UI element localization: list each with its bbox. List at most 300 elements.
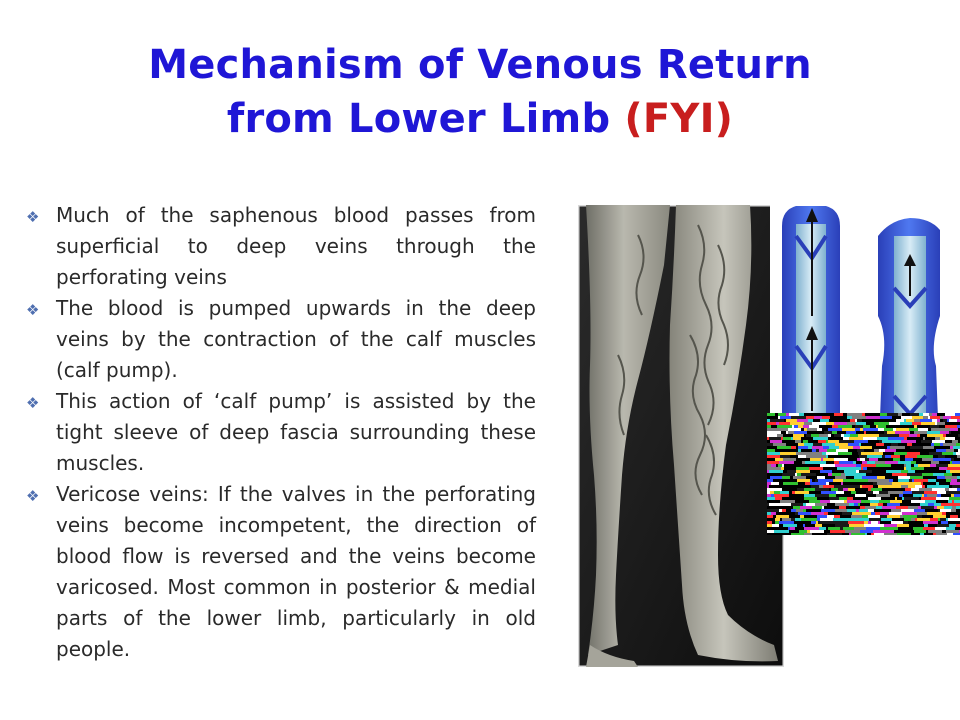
glitch-segment xyxy=(899,494,903,497)
glitch-segment xyxy=(954,458,960,461)
glitch-segment xyxy=(789,494,804,497)
glitch-segment xyxy=(952,440,958,443)
glitch-segment xyxy=(767,518,775,521)
glitch-segment xyxy=(794,521,796,524)
glitch-segment xyxy=(916,449,929,452)
glitch-segment xyxy=(909,434,917,437)
glitch-segment xyxy=(823,446,829,449)
glitch-segment xyxy=(927,494,937,497)
glitch-segment xyxy=(833,518,843,521)
glitch-segment xyxy=(871,521,878,524)
glitch-segment xyxy=(874,431,884,434)
glitch-segment xyxy=(816,431,824,434)
glitch-segment xyxy=(891,464,904,467)
glitch-segment xyxy=(797,488,804,491)
glitch-segment xyxy=(780,452,793,455)
glitch-segment xyxy=(803,440,808,443)
glitch-segment xyxy=(780,506,793,509)
glitch-segment xyxy=(819,449,827,452)
glitch-segment xyxy=(874,533,884,535)
glitch-segment xyxy=(923,437,925,440)
glitch-segment xyxy=(767,527,776,530)
glitch-segment xyxy=(895,497,897,500)
glitch-segment xyxy=(767,449,775,452)
glitch-segment xyxy=(842,419,850,422)
glitch-segment xyxy=(791,533,804,535)
glitch-segment xyxy=(875,524,884,527)
glitch-segment xyxy=(923,476,937,479)
glitch-segment xyxy=(955,455,957,458)
glitch-segment xyxy=(884,524,897,527)
glitch-segment xyxy=(905,488,911,491)
glitch-segment xyxy=(889,479,893,482)
glitch-segment xyxy=(931,461,939,464)
glitch-segment xyxy=(780,518,782,521)
glitch-segment xyxy=(860,503,870,506)
glitch-segment xyxy=(933,455,938,458)
glitch-segment xyxy=(847,509,856,512)
glitch-segment xyxy=(777,434,783,437)
glitch-segment xyxy=(946,470,950,473)
glitch-segment xyxy=(946,530,959,533)
glitch-segment xyxy=(951,479,957,482)
glitch-segment xyxy=(775,521,779,524)
glitch-segment xyxy=(855,419,857,422)
glitch-segment xyxy=(935,422,937,425)
glitch-segment xyxy=(912,416,923,419)
glitch-segment xyxy=(956,509,960,512)
glitch-segment xyxy=(793,452,796,455)
glitch-segment xyxy=(855,494,866,497)
glitch-segment xyxy=(792,425,794,428)
glitch-segment xyxy=(863,428,878,431)
glitch-segment xyxy=(900,515,903,518)
glitch-segment xyxy=(864,449,874,452)
glitch-segment xyxy=(798,443,804,446)
glitch-segment xyxy=(811,485,819,488)
glitch-segment xyxy=(820,419,829,422)
glitch-segment xyxy=(814,455,826,458)
glitch-segment xyxy=(788,527,790,530)
glitch-segment xyxy=(834,458,848,461)
glitch-segment xyxy=(852,416,866,419)
glitch-segment xyxy=(810,479,812,482)
glitch-segment xyxy=(891,509,901,512)
glitch-segment xyxy=(911,461,916,464)
glitch-segment xyxy=(832,431,837,434)
glitch-segment xyxy=(815,413,823,416)
glitch-segment xyxy=(898,461,911,464)
glitch-segment xyxy=(770,416,778,419)
glitch-segment xyxy=(796,470,810,473)
glitch-segment xyxy=(890,446,905,449)
glitch-segment xyxy=(946,449,954,452)
glitch-segment xyxy=(885,461,898,464)
glitch-segment xyxy=(898,443,903,446)
glitch-segment xyxy=(877,437,884,440)
glitch-segment xyxy=(849,437,863,440)
glitch-segment xyxy=(777,506,780,509)
glitch-segment xyxy=(875,419,879,422)
glitch-segment xyxy=(782,497,789,500)
glitch-segment xyxy=(767,416,770,419)
glitch-segment xyxy=(887,503,900,506)
glitch-segment xyxy=(902,413,910,416)
glitch-segment xyxy=(809,464,820,467)
glitch-segment xyxy=(809,500,820,503)
glitch-segment xyxy=(843,413,847,416)
glitch-segment xyxy=(901,509,914,512)
glitch-segment xyxy=(866,473,881,476)
bullet-item xyxy=(22,200,536,293)
glitch-segment xyxy=(828,512,842,515)
glitch-segment xyxy=(894,452,907,455)
glitch-segment xyxy=(876,506,882,509)
glitch-segment xyxy=(883,503,887,506)
glitch-segment xyxy=(806,476,817,479)
glitch-segment xyxy=(767,521,772,524)
glitch-segment xyxy=(767,524,772,527)
glitch-segment xyxy=(951,494,954,497)
glitch-segment xyxy=(897,497,902,500)
glitch-segment xyxy=(934,491,937,494)
glitch-segment xyxy=(804,488,815,491)
glitch-segment xyxy=(948,500,952,503)
glitch-segment xyxy=(858,503,860,506)
glitch-segment xyxy=(848,449,854,452)
glitch-segment xyxy=(857,419,862,422)
glitch-segment xyxy=(767,503,769,506)
glitch-segment xyxy=(866,416,880,419)
glitch-segment xyxy=(882,440,891,443)
glitch-segment xyxy=(847,500,861,503)
glitch-segment xyxy=(772,521,775,524)
glitch-segment xyxy=(817,515,827,518)
glitch-segment xyxy=(925,437,935,440)
glitch-segment xyxy=(936,458,949,461)
glitch-segment xyxy=(908,521,923,524)
glitch-segment xyxy=(904,497,919,500)
glitch-segment xyxy=(882,488,892,491)
glitch-segment xyxy=(778,416,780,419)
glitch-segment xyxy=(906,419,914,422)
glitch-segment xyxy=(868,479,877,482)
glitch-segment xyxy=(889,422,900,425)
glitch-segment xyxy=(782,473,795,476)
glitch-segment xyxy=(936,482,939,485)
glitch-segment xyxy=(871,488,882,491)
glitch-segment xyxy=(869,458,878,461)
glitch-segment xyxy=(817,518,820,521)
glitch-segment xyxy=(809,434,811,437)
glitch-segment xyxy=(878,458,893,461)
glitch-segment xyxy=(911,464,914,467)
glitch-segment xyxy=(822,428,828,431)
glitch-segment xyxy=(908,485,915,488)
glitch-segment xyxy=(945,425,957,428)
glitch-segment xyxy=(940,443,943,446)
glitch-segment xyxy=(809,518,817,521)
glitch-segment xyxy=(827,533,842,535)
glitch-segment xyxy=(932,488,945,491)
glitch-segment xyxy=(872,470,886,473)
glitch-segment xyxy=(942,512,946,515)
glitch-segment xyxy=(893,428,896,431)
glitch-segment xyxy=(892,518,904,521)
glitch-segment xyxy=(819,461,826,464)
glitch-segment xyxy=(837,467,847,470)
glitch-segment xyxy=(907,443,912,446)
glitch-segment xyxy=(921,422,935,425)
glitch-segment xyxy=(880,521,891,524)
glitch-segment xyxy=(789,413,799,416)
glitch-segment xyxy=(784,467,796,470)
glitch-segment xyxy=(771,494,774,497)
glitch-segment xyxy=(949,488,957,491)
glitch-segment xyxy=(881,473,892,476)
glitch-segment xyxy=(954,500,960,503)
glitch-segment xyxy=(767,488,782,491)
glitch-segment xyxy=(916,440,921,443)
glitch-segment xyxy=(905,455,917,458)
glitch-segment xyxy=(826,527,828,530)
glitch-segment xyxy=(841,473,845,476)
glitch-segment xyxy=(767,533,780,535)
glitch-segment xyxy=(815,488,829,491)
glitch-segment xyxy=(824,506,839,509)
glitch-segment xyxy=(923,482,936,485)
glitch-segment xyxy=(779,524,783,527)
glitch-segment xyxy=(835,509,847,512)
glitch-segment xyxy=(883,467,898,470)
glitch-segment xyxy=(862,515,868,518)
glitch-segment xyxy=(874,449,879,452)
glitch-segment xyxy=(803,509,806,512)
glitch-segment xyxy=(865,533,867,535)
glitch-segment xyxy=(955,473,959,476)
glitch-segment xyxy=(770,476,782,479)
glitch-segment xyxy=(767,413,775,416)
glitch-segment xyxy=(953,452,956,455)
glitch-segment xyxy=(801,518,809,521)
glitch-segment xyxy=(914,425,917,428)
glitch-segment xyxy=(827,503,835,506)
glitch-segment xyxy=(951,416,960,419)
glitch-segment xyxy=(803,503,806,506)
glitch-segment xyxy=(831,488,838,491)
glitch-segment xyxy=(914,524,924,527)
glitch-segment xyxy=(794,461,802,464)
glitch-segment xyxy=(838,488,843,491)
glitch-segment xyxy=(782,440,793,443)
glitch-segment xyxy=(917,518,930,521)
glitch-segment xyxy=(822,443,835,446)
glitch-segment xyxy=(896,428,909,431)
glitch-segment xyxy=(767,530,774,533)
glitch-segment xyxy=(851,533,865,535)
glitch-segment xyxy=(804,533,812,535)
glitch-segment xyxy=(879,494,890,497)
glitch-segment xyxy=(812,479,815,482)
glitch-segment xyxy=(949,419,957,422)
glitch-segment xyxy=(948,518,960,521)
glitch-segment xyxy=(880,416,892,419)
glitch-segment xyxy=(781,428,788,431)
glitch-segment xyxy=(839,506,846,509)
glitch-segment xyxy=(795,500,802,503)
glitch-segment xyxy=(953,533,960,535)
glitch-segment xyxy=(767,437,769,440)
glitch-segment xyxy=(775,458,783,461)
glitch-segment xyxy=(830,467,837,470)
glitch-segment xyxy=(945,413,955,416)
glitch-segment xyxy=(934,443,940,446)
glitch-segment xyxy=(822,416,830,419)
glitch-segment xyxy=(850,434,858,437)
glitch-segment xyxy=(844,434,850,437)
glitch-segment xyxy=(820,470,832,473)
glitch-segment xyxy=(804,494,815,497)
glitch-segment xyxy=(893,479,898,482)
glitch-segment xyxy=(857,449,864,452)
glitch-segment xyxy=(935,485,949,488)
glitch-segment xyxy=(777,425,792,428)
glitch-segment xyxy=(946,527,955,530)
glitch-segment xyxy=(795,512,798,515)
glitch-segment xyxy=(823,458,834,461)
glitch-segment xyxy=(953,446,960,449)
bullet-text: Vericose veins: If the valves in the perforating veins become incompetent, the direction of blood flow is reversed and the veins become varicosed. Most common in posterior & medial parts of the lower limb, particularly in old people. xyxy=(56,482,536,661)
glitch-segment xyxy=(867,455,882,458)
diamond-bullet-icon: ❖ xyxy=(26,487,40,505)
glitch-segment xyxy=(829,497,839,500)
glitch-segment xyxy=(871,533,874,535)
glitch-segment xyxy=(952,506,956,509)
glitch-segment xyxy=(883,452,894,455)
glitch-segment xyxy=(771,482,779,485)
glitch-segment xyxy=(828,428,842,431)
glitch-segment xyxy=(896,506,908,509)
glitch-segment xyxy=(908,506,918,509)
glitch-segment xyxy=(814,416,822,419)
glitch-segment xyxy=(925,500,936,503)
glitch-segment xyxy=(816,521,818,524)
glitch-segment xyxy=(923,521,938,524)
glitch-segment xyxy=(780,500,795,503)
glitch-segment xyxy=(800,506,812,509)
glitch-segment xyxy=(834,515,840,518)
glitch-segment xyxy=(801,473,816,476)
glitch-segment xyxy=(867,467,870,470)
glitch-segment xyxy=(767,509,779,512)
glitch-segment xyxy=(909,428,918,431)
glitch-segment xyxy=(791,416,806,419)
glitch-segment xyxy=(828,440,839,443)
glitch-segment xyxy=(921,497,936,500)
glitch-segment xyxy=(936,497,949,500)
glitch-segment xyxy=(930,416,940,419)
corrupted-image-area xyxy=(767,413,960,535)
glitch-segment xyxy=(776,527,788,530)
glitch-segment xyxy=(786,509,791,512)
glitch-segment xyxy=(777,473,782,476)
glitch-segment xyxy=(907,452,920,455)
glitch-segment xyxy=(899,434,909,437)
glitch-segment xyxy=(816,449,819,452)
glitch-segment xyxy=(779,521,794,524)
glitch-segment xyxy=(884,431,887,434)
glitch-segment xyxy=(929,443,931,446)
glitch-segment xyxy=(792,491,795,494)
glitch-segment xyxy=(950,515,958,518)
glitch-segment xyxy=(856,491,866,494)
glitch-segment xyxy=(813,443,822,446)
glitch-segment xyxy=(877,479,889,482)
glitch-segment xyxy=(904,419,906,422)
glitch-segment xyxy=(839,446,853,449)
glitch-segment xyxy=(946,434,958,437)
glitch-segment xyxy=(898,476,910,479)
glitch-segment xyxy=(835,524,847,527)
title-line-2-text: from Lower Limb xyxy=(226,96,611,142)
glitch-segment xyxy=(898,437,904,440)
glitch-segment xyxy=(827,449,836,452)
glitch-segment xyxy=(783,434,793,437)
glitch-segment xyxy=(789,491,792,494)
glitch-segment xyxy=(850,419,855,422)
glitch-segment xyxy=(799,413,804,416)
glitch-segment xyxy=(934,506,937,509)
glitch-segment xyxy=(937,446,950,449)
glitch-segment xyxy=(927,431,940,434)
glitch-segment xyxy=(777,446,791,449)
glitch-segment xyxy=(779,461,794,464)
glitch-segment xyxy=(879,440,882,443)
glitch-segment xyxy=(871,512,875,515)
glitch-segment xyxy=(890,500,902,503)
glitch-segment xyxy=(795,464,809,467)
glitch-segment xyxy=(891,443,898,446)
glitch-segment xyxy=(805,524,815,527)
glitch-segment xyxy=(914,509,925,512)
glitch-segment xyxy=(922,473,933,476)
glitch-segment xyxy=(868,521,871,524)
glitch-segment xyxy=(934,503,941,506)
glitch-segment xyxy=(794,425,798,428)
glitch-segment xyxy=(949,524,956,527)
glitch-segment xyxy=(820,464,835,467)
glitch-segment xyxy=(839,461,853,464)
glitch-segment xyxy=(842,533,849,535)
glitch-segment xyxy=(923,416,928,419)
glitch-segment xyxy=(774,530,789,533)
glitch-segment xyxy=(835,464,847,467)
glitch-segment xyxy=(821,497,829,500)
glitch-segment xyxy=(836,449,848,452)
glitch-segment xyxy=(829,419,842,422)
glitch-segment xyxy=(955,491,960,494)
glitch-segment xyxy=(767,440,770,443)
glitch-segment xyxy=(835,503,849,506)
slide-title xyxy=(0,38,960,146)
glitch-segment xyxy=(946,491,955,494)
glitch-segment xyxy=(903,530,912,533)
glitch-segment xyxy=(852,425,855,428)
glitch-segment xyxy=(794,431,807,434)
glitch-segment xyxy=(933,458,936,461)
glitch-segment xyxy=(881,518,892,521)
glitch-segment xyxy=(856,464,861,467)
